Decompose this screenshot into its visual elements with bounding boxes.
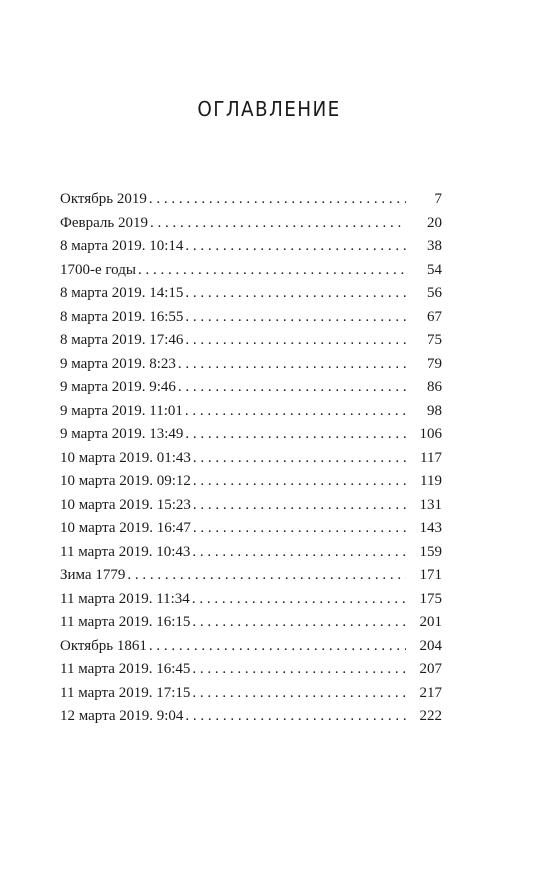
dot-leader — [192, 660, 406, 678]
toc-entry[interactable] — [60, 261, 442, 285]
dot-leader — [192, 613, 406, 631]
toc-entry[interactable] — [60, 684, 442, 708]
toc-entry-page: 7 — [434, 191, 442, 207]
dot-leader — [193, 472, 406, 490]
toc-entry[interactable] — [60, 519, 442, 543]
toc-entry-label: 10 марта 2019. 01:43 — [60, 449, 191, 466]
toc-entry-label: 10 марта 2019. 09:12 — [60, 473, 191, 489]
toc-entry-page: 117 — [420, 449, 442, 466]
dot-leader — [149, 190, 406, 208]
toc-entry-label: 9 марта 2019. 8:23 — [60, 355, 176, 372]
toc-entry-label: 8 марта 2019. 16:55 — [60, 308, 184, 325]
toc-entry-page: 56 — [427, 285, 442, 301]
toc-entry[interactable] — [60, 284, 442, 308]
dot-leader — [185, 425, 406, 443]
toc-entry[interactable] — [60, 543, 442, 567]
toc-entry-label: 11 марта 2019. 16:45 — [60, 661, 191, 677]
toc-entry-label: Октябрь 1861 — [60, 637, 147, 654]
toc-entry-label: 8 марта 2019. 17:46 — [60, 332, 184, 348]
toc-entry-page: 119 — [420, 473, 442, 489]
toc-entry-page: 67 — [427, 308, 442, 325]
toc-entry-page: 207 — [419, 661, 442, 677]
toc-entry-page: 20 — [427, 214, 442, 231]
toc-entry[interactable] — [60, 214, 442, 238]
toc-entry[interactable] — [60, 637, 442, 661]
dot-leader — [192, 543, 406, 561]
toc-entry[interactable] — [60, 402, 442, 426]
toc-entry-label: Октябрь 2019 — [60, 191, 147, 207]
toc-entry-page: 204 — [419, 637, 442, 654]
toc-entry[interactable] — [60, 590, 442, 614]
toc-entry[interactable] — [60, 566, 442, 590]
toc-entry[interactable] — [60, 425, 442, 449]
toc-entry-page: 143 — [419, 520, 442, 536]
toc-entry-page: 38 — [427, 238, 442, 254]
dot-leader — [193, 519, 406, 537]
toc-entry[interactable] — [60, 472, 442, 496]
toc-entry-page: 79 — [427, 355, 442, 372]
dot-leader — [185, 707, 406, 725]
toc-entry[interactable] — [60, 190, 442, 214]
toc-entry[interactable] — [60, 660, 442, 684]
dot-leader — [185, 308, 406, 326]
toc-entry-label: Зима 1779 — [60, 567, 126, 583]
toc-entry-label: 1700-е годы — [60, 261, 136, 278]
toc-entry-label: 11 марта 2019. 17:15 — [60, 684, 191, 701]
dot-leader — [185, 284, 406, 302]
dot-leader — [178, 355, 406, 373]
toc-entry[interactable] — [60, 707, 442, 731]
toc-entry[interactable] — [60, 496, 442, 520]
toc-entry[interactable] — [60, 331, 442, 355]
toc-entry-page: 222 — [419, 708, 442, 724]
toc-entry-label: 8 марта 2019. 10:14 — [60, 238, 184, 254]
toc-entry[interactable] — [60, 449, 442, 473]
toc-entry-page: 86 — [427, 379, 442, 395]
toc-entry-label: 11 марта 2019. 16:15 — [60, 614, 191, 630]
dot-leader — [185, 331, 406, 349]
dot-leader — [193, 449, 406, 467]
dot-leader — [192, 684, 406, 702]
toc-entry-label: 9 марта 2019. 13:49 — [60, 426, 184, 442]
dot-leader — [192, 590, 406, 608]
toc-entry[interactable] — [60, 237, 442, 261]
toc-entry-label: 10 марта 2019. 15:23 — [60, 496, 191, 513]
toc-entry-label: 11 марта 2019. 11:34 — [60, 590, 190, 607]
dot-leader — [149, 637, 406, 655]
table-of-contents — [60, 190, 442, 731]
toc-entry[interactable] — [60, 613, 442, 637]
toc-entry-page: 106 — [419, 426, 442, 442]
dot-leader — [185, 402, 406, 420]
toc-entry-page: 54 — [427, 261, 442, 278]
toc-entry[interactable] — [60, 308, 442, 332]
toc-entry[interactable] — [60, 355, 442, 379]
toc-entry-page: 171 — [419, 567, 442, 583]
toc-entry-page: 159 — [419, 543, 442, 560]
toc-entry-page: 217 — [419, 684, 442, 701]
dot-leader — [185, 237, 406, 255]
toc-entry-label: 12 марта 2019. 9:04 — [60, 708, 184, 724]
toc-entry-page: 131 — [419, 496, 442, 513]
toc-entry-page: 75 — [427, 332, 442, 348]
dot-leader — [138, 261, 406, 279]
toc-entry-label: 11 марта 2019. 10:43 — [60, 543, 191, 560]
toc-entry-page: 201 — [419, 614, 442, 630]
dot-leader — [178, 378, 406, 396]
dot-leader — [127, 566, 406, 584]
toc-entry-label: 9 марта 2019. 9:46 — [60, 379, 176, 395]
toc-entry-label: 10 марта 2019. 16:47 — [60, 520, 191, 536]
page-title: ОГЛАВЛЕНИЕ — [197, 97, 341, 121]
toc-entry-page: 175 — [419, 590, 442, 607]
toc-entry-label: 8 марта 2019. 14:15 — [60, 285, 184, 301]
toc-entry-page: 98 — [427, 402, 442, 419]
toc-entry-label: Февраль 2019 — [60, 214, 148, 231]
dot-leader — [193, 496, 406, 514]
toc-entry-label: 9 марта 2019. 11:01 — [60, 402, 183, 419]
toc-entry[interactable] — [60, 378, 442, 402]
dot-leader — [150, 214, 406, 232]
